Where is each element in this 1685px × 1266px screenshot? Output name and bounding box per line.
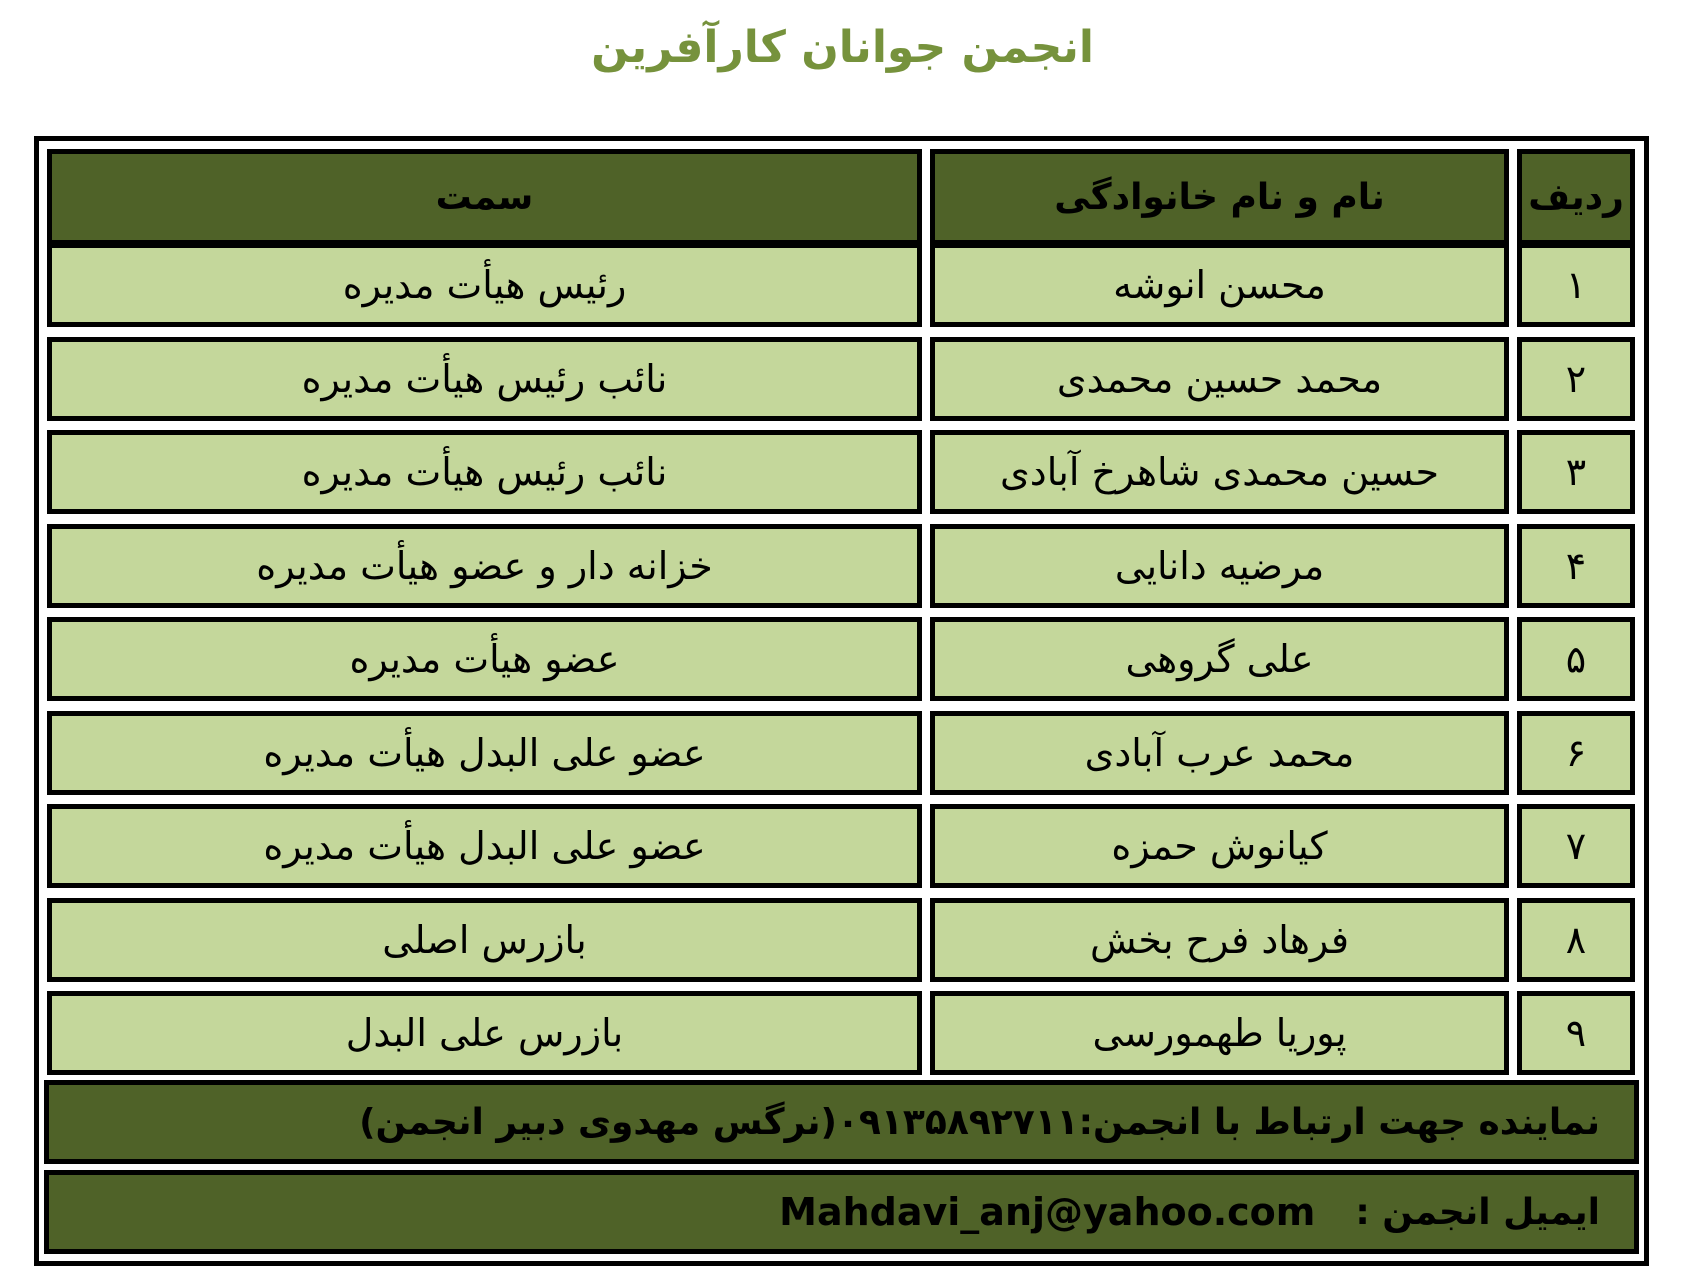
row-number-cell: ۵	[1517, 617, 1635, 701]
contact-label: نماینده جهت ارتباط با انجمن:	[1078, 1101, 1600, 1143]
member-role-cell: نائب رئیس هیأت مدیره	[47, 430, 922, 514]
member-name-cell: حسین محمدی شاهرخ آبادی	[930, 430, 1509, 514]
row-number-cell: ۹	[1517, 991, 1635, 1075]
member-role-cell: نائب رئیس هیأت مدیره	[47, 337, 922, 421]
email-value[interactable]: Mahdavi_anj@yahoo.com	[779, 1190, 1316, 1234]
header-full-name: نام و نام خانوادگی	[930, 149, 1509, 245]
email-label: ایمیل انجمن :	[1355, 1191, 1600, 1233]
member-role-cell: بازرس اصلی	[47, 898, 922, 982]
row-number-cell: ۶	[1517, 711, 1635, 795]
member-name-cell: محمد حسین محمدی	[930, 337, 1509, 421]
contact-value: ۰۹۱۳۵۸۹۲۷۱۱(نرگس مهدوی دبیر انجمن)	[359, 1101, 1079, 1143]
member-name-cell: محمد عرب آبادی	[930, 711, 1509, 795]
member-name-cell: پوریا طهمورسی	[930, 991, 1509, 1075]
member-name-cell: محسن انوشه	[930, 243, 1509, 327]
header-position: سمت	[47, 149, 922, 245]
row-number-cell: ۸	[1517, 898, 1635, 982]
member-role-cell: خزانه دار و عضو هیأت مدیره	[47, 524, 922, 608]
member-role-cell: رئیس هیأت مدیره	[47, 243, 922, 327]
member-name-cell: کیانوش حمزه	[930, 804, 1509, 888]
member-role-cell: بازرس علی البدل	[47, 991, 922, 1075]
member-role-cell: عضو علی البدل هیأت مدیره	[47, 804, 922, 888]
member-role-cell: عضو علی البدل هیأت مدیره	[47, 711, 922, 795]
email-row	[44, 1170, 1639, 1254]
page-title: انجمن جوانان کارآفرین	[591, 22, 1094, 73]
row-number-cell: ۱	[1517, 243, 1635, 327]
member-name-cell: مرضیه دانایی	[930, 524, 1509, 608]
row-number-cell: ۴	[1517, 524, 1635, 608]
member-role-cell: عضو هیأت مدیره	[47, 617, 922, 701]
member-name-cell: علی گروهی	[930, 617, 1509, 701]
header-row-number: ردیف	[1517, 149, 1635, 245]
row-number-cell: ۳	[1517, 430, 1635, 514]
contact-row	[44, 1080, 1639, 1164]
row-number-cell: ۷	[1517, 804, 1635, 888]
row-number-cell: ۲	[1517, 337, 1635, 421]
member-name-cell: فرهاد فرح بخش	[930, 898, 1509, 982]
